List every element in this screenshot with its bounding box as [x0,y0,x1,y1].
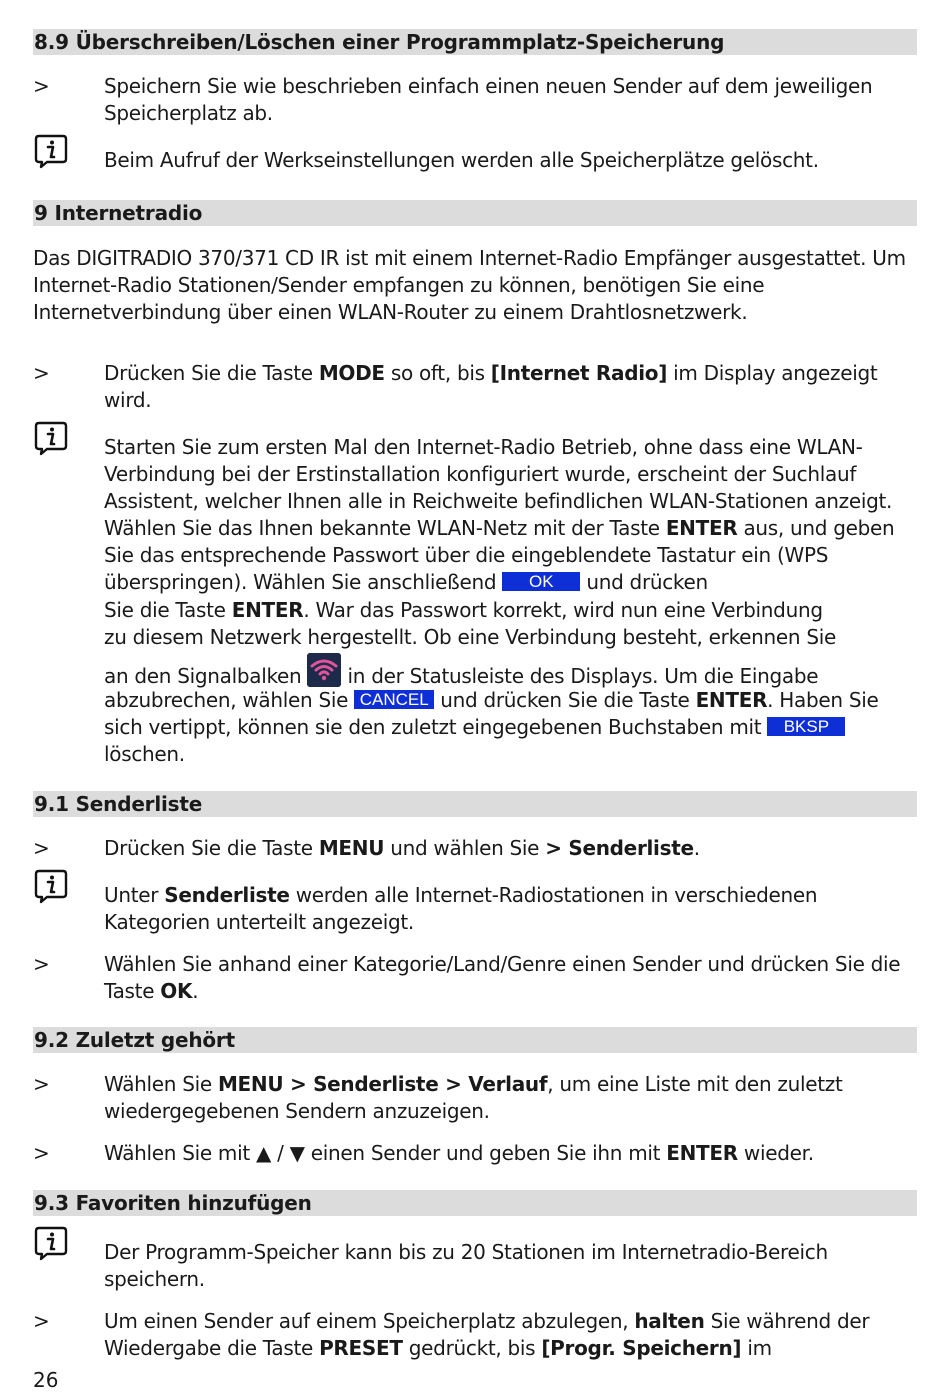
info-text: Unter Senderliste werden alle Internet-Radiostationen in verschiedenen Kategorien unterteilt angezeigt. [104,883,818,934]
info-icon [33,868,69,904]
step-text: Speichern Sie wie beschrieben einfach einen neuen Sender auf dem jeweiligen Speicherplatz ab. [104,74,873,125]
wifi-signal-icon [307,653,341,687]
bksp-badge: BKSP [767,717,845,736]
info-text: Starten Sie zum ersten Mal den Internet-Radio Betrieb, ohne dass eine WLAN-Verbindung bei der Erstinstallation konfiguriert wurde, erscheint der Suchlauf Assistent, welcher Ihnen alle in Reichweite befindlichen WLAN-Stationen anzeigt. Wählen Sie das Ihnen bekannte WLAN-Netz mit der Taste ENTER aus, und geben Sie das entsprechende Passwort über die eingeblendete Tastatur ein (WPS überspringen). Wählen Sie anschließend OK und drücken [104,435,895,594]
info-text-line: sich vertippt, können sie den zuletzt eingegebenen Buchstaben mit BKSP [104,714,918,741]
step-marker: > [33,1309,50,1333]
step-text: Wählen Sie anhand einer Kategorie/Land/Genre einen Sender und drücken Sie die Taste OK. [104,952,901,1003]
step-marker: > [33,361,50,385]
step-marker: > [33,1141,50,1165]
info-text: Der Programm-Speicher kann bis zu 20 Stationen im Internetradio-Bereich speichern. [104,1240,828,1291]
info-text-line: löschen. [104,742,185,766]
info-icon [33,420,69,456]
step-marker: > [33,74,50,98]
step-text: Wählen Sie mit ▲ / ▼ einen Sender und geben Sie ihn mit ENTER wieder. [104,1141,814,1165]
section-heading-9-2: 9.2 Zuletzt gehört [33,1027,917,1053]
ok-badge: OK [502,572,580,591]
intro-paragraph: Das DIGITRADIO 370/371 CD IR ist mit einem Internet-Radio Empfänger ausgestattet. Um Internet-Radio Stationen/Sender empfangen zu können, benötigen Sie eine Internetverbindung über einen WLAN-Router zu einem Drahtlosnetzwerk. [33,246,906,324]
step-text: Drücken Sie die Taste MENU und wählen Sie > Senderliste. [104,836,700,860]
info-text-line: Sie die Taste ENTER. War das Passwort korrekt, wird nun eine Verbindung [104,598,823,622]
step-marker: > [33,1072,50,1096]
info-text-line: zu diesem Netzwerk hergestellt. Ob eine Verbindung besteht, erkennen Sie [104,625,836,649]
info-text-line: an den Signalbalken in der Statusleiste des Displays. Um die Eingabe [104,653,918,693]
step-text: Wählen Sie MENU > Senderliste > Verlauf, um eine Liste mit den zuletzt wiedergegebenen Sendern anzuzeigen. [104,1072,843,1123]
step-text: Drücken Sie die Taste MODE so oft, bis [Internet Radio] im Display angezeigt wird. [104,361,878,412]
step-marker: > [33,952,50,976]
section-heading-9: 9 Internetradio [33,200,917,226]
section-heading-9-3: 9.3 Favoriten hinzufügen [33,1190,917,1216]
info-text: Beim Aufruf der Werkseinstellungen werden alle Speicherplätze gelöscht. [104,148,819,172]
info-text-line: abzubrechen, wählen Sie CANCEL und drücken Sie die Taste ENTER. Haben Sie [104,688,879,712]
info-icon [33,1225,69,1261]
page-number: 26 [33,1368,59,1392]
step-text: Um einen Sender auf einem Speicherplatz abzulegen, halten Sie während der Wiedergabe die Taste PRESET gedrückt, bis [Progr. Speichern] im [104,1309,870,1360]
step-marker: > [33,836,50,860]
section-heading-9-1: 9.1 Senderliste [33,791,917,817]
info-icon [33,133,69,169]
cancel-badge: CANCEL [354,690,434,709]
section-heading-8-9: 8.9 Überschreiben/Löschen einer Programmplatz-Speicherung [33,29,917,55]
